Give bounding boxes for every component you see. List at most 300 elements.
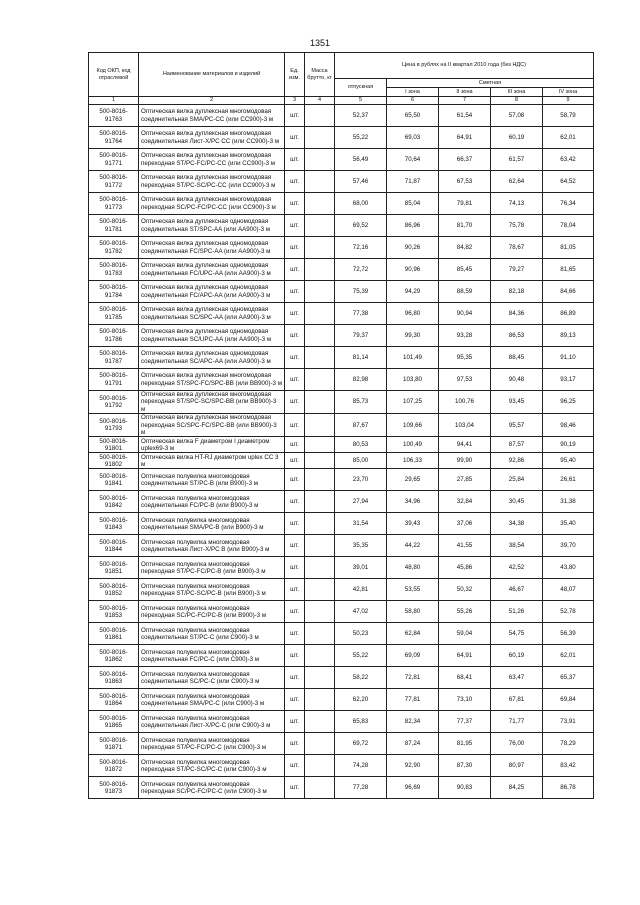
price-zone-4: 64,52	[543, 171, 594, 193]
price-zone-4: 93,17	[543, 369, 594, 391]
price-wholesale: 65,83	[335, 711, 387, 733]
item-unit: шт.	[285, 535, 305, 557]
item-unit: шт.	[285, 777, 305, 799]
item-weight	[305, 414, 335, 437]
header-zone-4: IV зона	[543, 88, 594, 97]
price-zone-4: 89,13	[543, 325, 594, 347]
item-unit: шт.	[285, 237, 305, 259]
price-zone-1: 100,49	[387, 437, 439, 453]
price-zone-3: 82,18	[491, 281, 543, 303]
item-code: 500-8016-91792	[89, 391, 139, 414]
item-code: 500-8016-91785	[89, 303, 139, 325]
price-zone-3: 75,78	[491, 215, 543, 237]
item-code: 500-8016-91802	[89, 453, 139, 469]
price-zone-1: 70,64	[387, 149, 439, 171]
item-unit: шт.	[285, 601, 305, 623]
item-name: Оптическая полувилка многомодовая соединительная Лист-X/PC B (или B900)-3 м	[139, 535, 285, 557]
item-name: Оптическая вилка дуплексная многомодовая переходная ST/SPC-FC/SPC-BB (или BB900)-3 м	[139, 369, 285, 391]
price-zone-2: 61,54	[439, 105, 491, 127]
price-zone-2: 32,84	[439, 491, 491, 513]
item-weight	[305, 469, 335, 491]
price-zone-2: 55,26	[439, 601, 491, 623]
item-weight	[305, 513, 335, 535]
price-zone-1: 69,03	[387, 127, 439, 149]
price-zone-3: 42,52	[491, 557, 543, 579]
price-zone-3: 38,54	[491, 535, 543, 557]
price-wholesale: 87,67	[335, 414, 387, 437]
item-name: Оптическая вилка дуплексная одномодовая соединительная SC/APC-AA (или AA900)-3 м	[139, 347, 285, 369]
item-weight	[305, 437, 335, 453]
price-zone-3: 74,13	[491, 193, 543, 215]
table-row	[89, 601, 594, 623]
item-unit: шт.	[285, 281, 305, 303]
table-row	[89, 645, 594, 667]
price-zone-3: 60,19	[491, 645, 543, 667]
price-zone-3: 93,45	[491, 391, 543, 414]
item-code: 500-8016-91871	[89, 733, 139, 755]
item-code: 500-8016-91786	[89, 325, 139, 347]
item-weight	[305, 557, 335, 579]
price-zone-3: 79,27	[491, 259, 543, 281]
item-code: 500-8016-91862	[89, 645, 139, 667]
item-name: Оптическая вилка дуплексная одномодовая соединительная ST/SPC-AA (или AA900)-3 м	[139, 215, 285, 237]
item-name: Оптическая полувилка многомодовая соединительная Лист-X/PC-C (или C900)-3 м	[139, 711, 285, 733]
price-zone-4: 91,10	[543, 347, 594, 369]
price-zone-4: 39,70	[543, 535, 594, 557]
price-zone-3: 51,26	[491, 601, 543, 623]
price-zone-2: 99,90	[439, 453, 491, 469]
item-name: Оптическая вилка дуплексная одномодовая соединительная FC/APC-AA (или AA900)-3 м	[139, 281, 285, 303]
price-zone-1: 29,65	[387, 469, 439, 491]
item-unit: шт.	[285, 623, 305, 645]
price-zone-1: 87,24	[387, 733, 439, 755]
item-unit: шт.	[285, 347, 305, 369]
price-zone-1: 86,96	[387, 215, 439, 237]
price-zone-2: 64,91	[439, 645, 491, 667]
item-weight	[305, 215, 335, 237]
price-zone-2: 45,86	[439, 557, 491, 579]
item-unit: шт.	[285, 469, 305, 491]
item-unit: шт.	[285, 171, 305, 193]
table-row	[89, 535, 594, 557]
header-zone-2: II зона	[439, 88, 491, 97]
price-zone-3: 86,53	[491, 325, 543, 347]
price-wholesale: 69,72	[335, 733, 387, 755]
price-wholesale: 80,53	[335, 437, 387, 453]
price-zone-3: 95,57	[491, 414, 543, 437]
price-wholesale: 27,94	[335, 491, 387, 513]
item-code: 500-8016-91873	[89, 777, 139, 799]
column-number: 9	[543, 97, 594, 105]
price-zone-3: 62,64	[491, 171, 543, 193]
price-zone-1: 90,96	[387, 259, 439, 281]
item-unit: шт.	[285, 755, 305, 777]
item-code: 500-8016-91844	[89, 535, 139, 557]
item-name: Оптическая полувилка многомодовая переходная SC/PC-FC/PC-B (или B900)-3 м	[139, 601, 285, 623]
item-code: 500-8016-91781	[89, 215, 139, 237]
item-weight	[305, 281, 335, 303]
price-zone-2: 27,85	[439, 469, 491, 491]
price-zone-4: 78,29	[543, 733, 594, 755]
price-zone-1: 65,50	[387, 105, 439, 127]
table-row	[89, 579, 594, 601]
item-weight	[305, 579, 335, 601]
item-weight	[305, 259, 335, 281]
column-number: 2	[139, 97, 285, 105]
item-unit: шт.	[285, 557, 305, 579]
price-wholesale: 79,37	[335, 325, 387, 347]
page-number: 1351	[309, 38, 331, 48]
price-zone-2: 81,70	[439, 215, 491, 237]
price-zone-3: 76,00	[491, 733, 543, 755]
price-zone-4: 43,80	[543, 557, 594, 579]
price-zone-4: 63,42	[543, 149, 594, 171]
price-zone-2: 90,94	[439, 303, 491, 325]
table-row	[89, 237, 594, 259]
price-zone-1: 71,87	[387, 171, 439, 193]
item-weight	[305, 645, 335, 667]
price-zone-4: 81,65	[543, 259, 594, 281]
price-zone-1: 69,09	[387, 645, 439, 667]
item-weight	[305, 711, 335, 733]
price-zone-3: 60,19	[491, 127, 543, 149]
item-name: Оптическая полувилка многомодовая переходная ST/PC-FC/PC-B (или B900)-3 м	[139, 557, 285, 579]
table-row	[89, 369, 594, 391]
item-unit: шт.	[285, 325, 305, 347]
item-name: Оптическая вилка дуплексная многомодовая переходная ST/SPC-SC/SPC-BB (или BB900)-3 м	[139, 391, 285, 414]
item-unit: шт.	[285, 369, 305, 391]
price-zone-2: 37,06	[439, 513, 491, 535]
price-zone-4: 65,37	[543, 667, 594, 689]
price-zone-4: 48,07	[543, 579, 594, 601]
price-zone-2: 88,59	[439, 281, 491, 303]
item-weight	[305, 127, 335, 149]
price-zone-2: 64,91	[439, 127, 491, 149]
price-zone-3: 63,47	[491, 667, 543, 689]
item-name: Оптическая вилка дуплексная одномодовая соединительная SC/UPC-AA (или AA900)-3 м	[139, 325, 285, 347]
price-zone-4: 86,89	[543, 303, 594, 325]
price-zone-3: 80,97	[491, 755, 543, 777]
item-weight	[305, 193, 335, 215]
price-wholesale: 81,14	[335, 347, 387, 369]
price-zone-3: 90,48	[491, 369, 543, 391]
table-row	[89, 347, 594, 369]
price-zone-4: 86,78	[543, 777, 594, 799]
header-zone-1: I зона	[387, 88, 439, 97]
price-zone-1: 62,84	[387, 623, 439, 645]
price-zone-4: 81,05	[543, 237, 594, 259]
item-weight	[305, 667, 335, 689]
price-wholesale: 72,16	[335, 237, 387, 259]
item-code: 500-8016-91783	[89, 259, 139, 281]
column-number: 3	[285, 97, 305, 105]
price-wholesale: 35,35	[335, 535, 387, 557]
price-zone-2: 87,30	[439, 755, 491, 777]
price-zone-3: 46,67	[491, 579, 543, 601]
price-zone-4: 52,78	[543, 601, 594, 623]
price-wholesale: 56,49	[335, 149, 387, 171]
price-zone-3: 84,25	[491, 777, 543, 799]
price-zone-3: 84,36	[491, 303, 543, 325]
item-name: Оптическая вилка F диаметром I диаметром uplex69-3 м	[139, 437, 285, 453]
price-zone-4: 84,66	[543, 281, 594, 303]
item-name: Оптическая вилка дуплексная многомодовая переходная SC/SPC-FC/SPC-BB (или BB900)-3 м	[139, 414, 285, 437]
price-zone-4: 96,25	[543, 391, 594, 414]
price-zone-2: 100,76	[439, 391, 491, 414]
item-code: 500-8016-91787	[89, 347, 139, 369]
price-wholesale: 57,46	[335, 171, 387, 193]
price-zone-4: 31,38	[543, 491, 594, 513]
price-wholesale: 69,52	[335, 215, 387, 237]
table-row	[89, 171, 594, 193]
price-zone-3: 25,84	[491, 469, 543, 491]
item-unit: шт.	[285, 667, 305, 689]
price-zone-3: 54,75	[491, 623, 543, 645]
item-code: 500-8016-91861	[89, 623, 139, 645]
price-wholesale: 85,00	[335, 453, 387, 469]
price-zone-3: 78,67	[491, 237, 543, 259]
item-unit: шт.	[285, 453, 305, 469]
table-row	[89, 281, 594, 303]
item-name: Оптическая вилка дуплексная многомодовая переходная ST/PC-FC/PC-CC (или CC900)-3 м	[139, 149, 285, 171]
item-unit: шт.	[285, 513, 305, 535]
price-zone-3: 57,08	[491, 105, 543, 127]
item-code: 500-8016-91801	[89, 437, 139, 453]
price-wholesale: 55,22	[335, 645, 387, 667]
item-unit: шт.	[285, 127, 305, 149]
table-row	[89, 469, 594, 491]
item-unit: шт.	[285, 259, 305, 281]
item-weight	[305, 369, 335, 391]
table-row	[89, 215, 594, 237]
price-wholesale: 72,72	[335, 259, 387, 281]
price-zone-2: 84,82	[439, 237, 491, 259]
price-zone-1: 101,49	[387, 347, 439, 369]
price-wholesale: 42,81	[335, 579, 387, 601]
price-wholesale: 68,00	[335, 193, 387, 215]
item-weight	[305, 149, 335, 171]
item-weight	[305, 325, 335, 347]
item-code: 500-8016-91763	[89, 105, 139, 127]
item-unit: шт.	[285, 149, 305, 171]
item-unit: шт.	[285, 437, 305, 453]
price-wholesale: 82,98	[335, 369, 387, 391]
price-zone-2: 77,37	[439, 711, 491, 733]
item-name: Оптическая полувилка многомодовая переходная ST/PC-SC/PC-C (или C900)-3 м	[139, 755, 285, 777]
price-wholesale: 74,28	[335, 755, 387, 777]
item-code: 500-8016-91843	[89, 513, 139, 535]
price-zone-2: 50,32	[439, 579, 491, 601]
item-code: 500-8016-91853	[89, 601, 139, 623]
price-wholesale: 52,37	[335, 105, 387, 127]
price-zone-2: 67,53	[439, 171, 491, 193]
table-row	[89, 437, 594, 453]
price-zone-3: 71,77	[491, 711, 543, 733]
price-zone-2: 97,53	[439, 369, 491, 391]
item-unit: шт.	[285, 105, 305, 127]
item-code: 500-8016-91864	[89, 689, 139, 711]
item-code: 500-8016-91863	[89, 667, 139, 689]
item-name: Оптическая полувилка многомодовая соединительная FC/PC-C (или C900)-3 м	[139, 645, 285, 667]
header-code: Код ОКП, код отраслевой	[89, 53, 139, 97]
price-zone-1: 106,33	[387, 453, 439, 469]
item-unit: шт.	[285, 645, 305, 667]
item-name: Оптическая вилка HT-RJ диаметром uplex CC 3 м	[139, 453, 285, 469]
price-zone-2: 93,28	[439, 325, 491, 347]
item-code: 500-8016-91782	[89, 237, 139, 259]
header-name: Наименование материалов и изделий	[139, 53, 285, 97]
price-zone-1: 53,55	[387, 579, 439, 601]
price-zone-1: 34,96	[387, 491, 439, 513]
price-wholesale: 47,02	[335, 601, 387, 623]
table-row	[89, 777, 594, 799]
price-zone-3: 61,57	[491, 149, 543, 171]
column-number: 8	[491, 97, 543, 105]
price-zone-2: 41,55	[439, 535, 491, 557]
table-row	[89, 149, 594, 171]
price-zone-4: 83,42	[543, 755, 594, 777]
item-weight	[305, 777, 335, 799]
price-zone-4: 62,01	[543, 645, 594, 667]
table-row	[89, 733, 594, 755]
item-weight	[305, 733, 335, 755]
table-row	[89, 259, 594, 281]
item-weight	[305, 303, 335, 325]
item-name: Оптическая полувилка многомодовая соединительная SMA/PC-C (или C900)-3 м	[139, 689, 285, 711]
item-code: 500-8016-91772	[89, 171, 139, 193]
price-table	[88, 52, 594, 799]
item-unit: шт.	[285, 491, 305, 513]
table-row	[89, 105, 594, 127]
price-zone-4: 26,61	[543, 469, 594, 491]
price-zone-1: 44,22	[387, 535, 439, 557]
column-number: 1	[89, 97, 139, 105]
item-name: Оптическая вилка дуплексная многомодовая переходная SC/PC-FC/PC-CC (или CC900)-3 м	[139, 193, 285, 215]
item-name: Оптическая полувилка многомодовая соединительная ST/PC-C (или C900)-3 м	[139, 623, 285, 645]
item-code: 500-8016-91773	[89, 193, 139, 215]
price-zone-2: 73,10	[439, 689, 491, 711]
price-zone-4: 78,04	[543, 215, 594, 237]
column-number: 6	[387, 97, 439, 105]
price-zone-2: 79,81	[439, 193, 491, 215]
item-name: Оптическая вилка дуплексная одномодовая соединительная SC/SPC-AA (или AA900)-3 м	[139, 303, 285, 325]
item-code: 500-8016-91872	[89, 755, 139, 777]
price-zone-2: 81,95	[439, 733, 491, 755]
price-wholesale: 50,23	[335, 623, 387, 645]
price-wholesale: 39,01	[335, 557, 387, 579]
table-row	[89, 453, 594, 469]
column-number: 7	[439, 97, 491, 105]
price-zone-1: 72,81	[387, 667, 439, 689]
header-wholesale: отпускная	[335, 79, 387, 97]
price-wholesale: 62,20	[335, 689, 387, 711]
price-zone-4: 76,34	[543, 193, 594, 215]
price-zone-1: 92,90	[387, 755, 439, 777]
price-zone-1: 107,25	[387, 391, 439, 414]
price-zone-2: 59,04	[439, 623, 491, 645]
price-zone-1: 96,69	[387, 777, 439, 799]
price-zone-1: 82,34	[387, 711, 439, 733]
item-code: 500-8016-91764	[89, 127, 139, 149]
price-zone-2: 66,37	[439, 149, 491, 171]
table-row	[89, 755, 594, 777]
price-zone-3: 67,81	[491, 689, 543, 711]
item-unit: шт.	[285, 414, 305, 437]
item-name: Оптическая полувилка многомодовая переходная ST/PC-FC/PC-C (или C900)-3 м	[139, 733, 285, 755]
item-weight	[305, 105, 335, 127]
price-zone-3: 87,57	[491, 437, 543, 453]
item-name: Оптическая вилка дуплексная одномодовая соединительная FC/UPC-AA (или AA900)-3 м	[139, 259, 285, 281]
item-name: Оптическая полувилка многомодовая соединительная SC/PC-C (или C900)-3 м	[139, 667, 285, 689]
table-row	[89, 667, 594, 689]
item-weight	[305, 601, 335, 623]
price-zone-4: 56,39	[543, 623, 594, 645]
item-code: 500-8016-91842	[89, 491, 139, 513]
price-zone-4: 73,91	[543, 711, 594, 733]
item-name: Оптическая вилка дуплексная многомодовая переходная ST/PC-SC/PC-CC (или CC900)-3 м	[139, 171, 285, 193]
price-zone-3: 30,45	[491, 491, 543, 513]
price-zone-1: 77,81	[387, 689, 439, 711]
price-wholesale: 77,38	[335, 303, 387, 325]
item-unit: шт.	[285, 391, 305, 414]
item-unit: шт.	[285, 689, 305, 711]
price-zone-4: 90,19	[543, 437, 594, 453]
price-zone-4: 62,01	[543, 127, 594, 149]
header-weight: Масса брутто, кг	[305, 53, 335, 97]
price-wholesale: 85,73	[335, 391, 387, 414]
item-code: 500-8016-91793	[89, 414, 139, 437]
item-code: 500-8016-91865	[89, 711, 139, 733]
price-wholesale: 58,22	[335, 667, 387, 689]
price-zone-4: 95,40	[543, 453, 594, 469]
price-zone-1: 39,43	[387, 513, 439, 535]
item-code: 500-8016-91841	[89, 469, 139, 491]
price-zone-2: 90,83	[439, 777, 491, 799]
table-row	[89, 193, 594, 215]
price-zone-1: 99,30	[387, 325, 439, 347]
price-zone-4: 35,40	[543, 513, 594, 535]
table-row	[89, 127, 594, 149]
item-name: Оптическая полувилка многомодовая соединительная FC/PC-B (или B900)-3 м	[139, 491, 285, 513]
item-weight	[305, 623, 335, 645]
item-code: 500-8016-91784	[89, 281, 139, 303]
item-code: 500-8016-91851	[89, 557, 139, 579]
price-zone-3: 92,86	[491, 453, 543, 469]
header-zone-3: III зона	[491, 88, 543, 97]
item-name: Оптическая вилка дуплексная одномодовая соединительная FC/SPC-AA (или AA900)-3 м	[139, 237, 285, 259]
item-weight	[305, 347, 335, 369]
item-code: 500-8016-91771	[89, 149, 139, 171]
table-row	[89, 711, 594, 733]
price-zone-2: 103,04	[439, 414, 491, 437]
price-wholesale: 23,70	[335, 469, 387, 491]
item-weight	[305, 453, 335, 469]
item-weight	[305, 171, 335, 193]
price-zone-1: 90,26	[387, 237, 439, 259]
table-row	[89, 391, 594, 414]
item-unit: шт.	[285, 303, 305, 325]
item-name: Оптическая полувилка многомодовая переходная SC/PC-FC/PC-C (или C900)-3 м	[139, 777, 285, 799]
price-zone-2: 68,41	[439, 667, 491, 689]
price-wholesale: 77,28	[335, 777, 387, 799]
table-row	[89, 623, 594, 645]
header-unit: Ед. изм.	[285, 53, 305, 97]
price-zone-1: 96,80	[387, 303, 439, 325]
price-zone-4: 98,46	[543, 414, 594, 437]
item-name: Оптическая вилка дуплексная многомодовая соединительная SMA/PC-CC (или CC900)-3 м	[139, 105, 285, 127]
item-unit: шт.	[285, 733, 305, 755]
price-zone-3: 34,38	[491, 513, 543, 535]
